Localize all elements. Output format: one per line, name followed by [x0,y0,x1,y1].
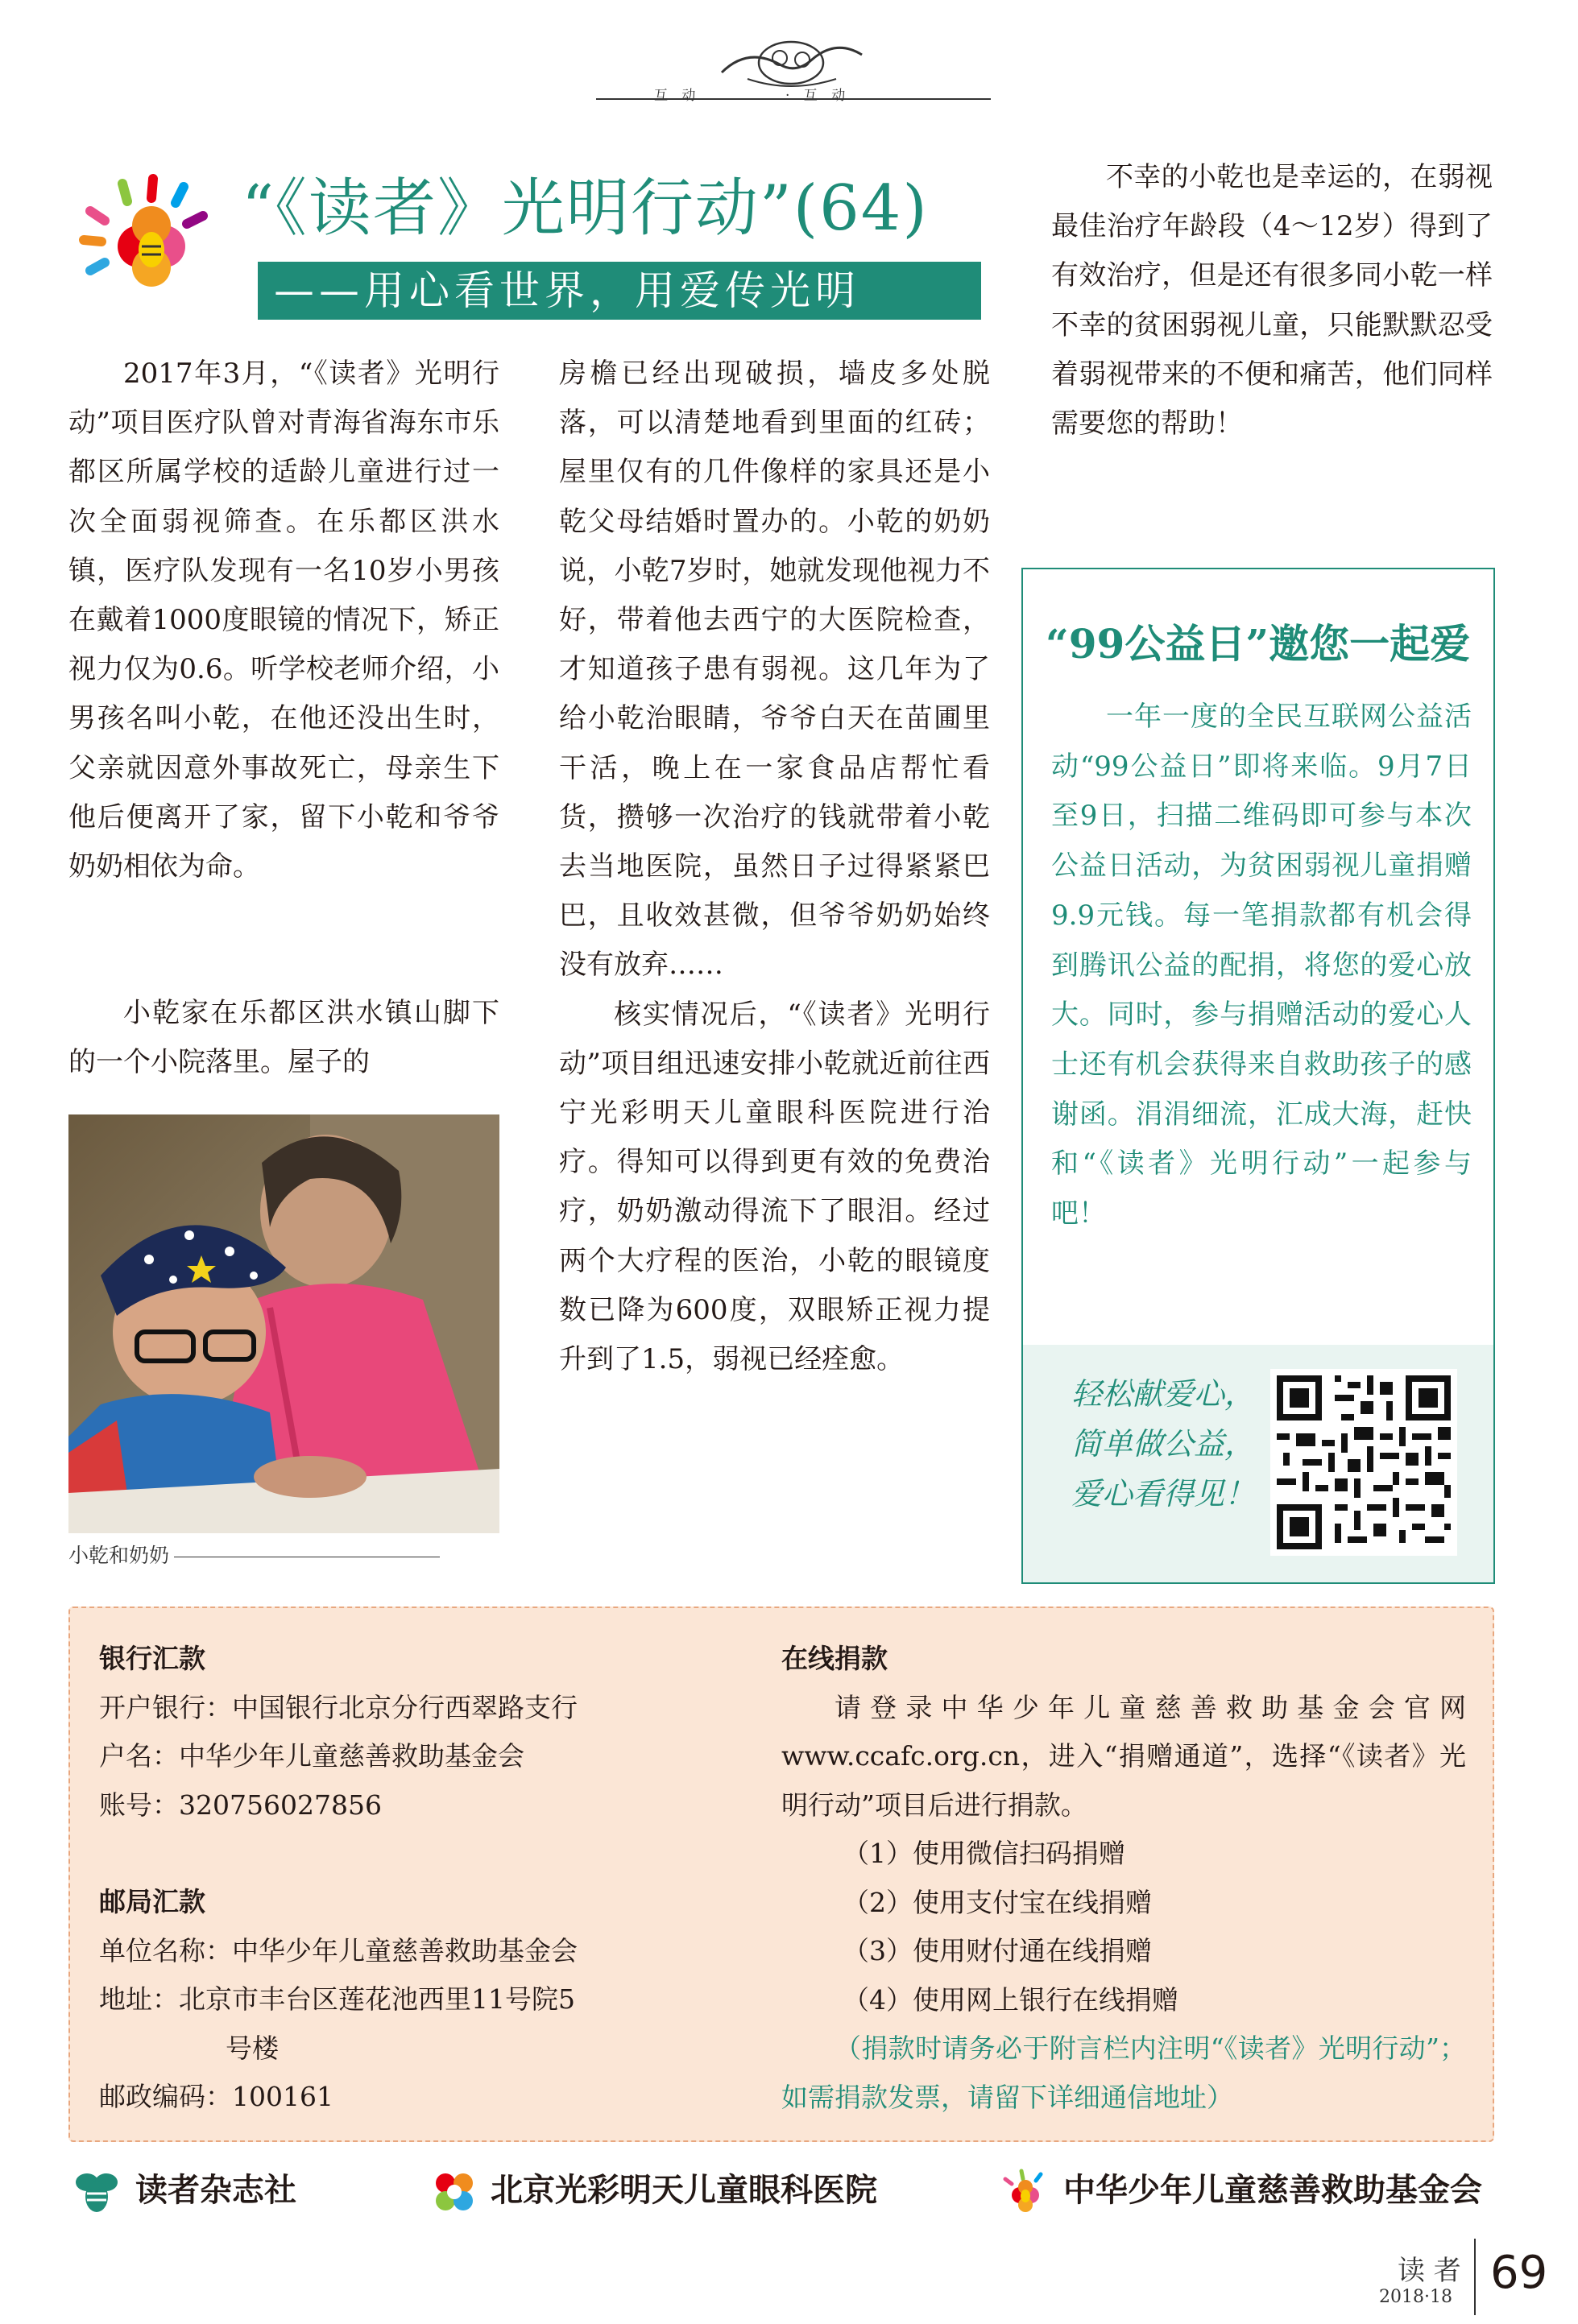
online-method-item: （3）使用财付通在线捐赠 [843,1935,1152,1966]
online-method-item: （1）使用微信扫码捐赠 [843,1838,1125,1869]
article-column-2 [559,349,990,1384]
org-eye-hospital [431,2165,877,2215]
org-name: 北京光彩明天儿童眼科医院 [491,2172,877,2209]
online-donation-heading: 在线捐款 [781,1643,888,1674]
header-section-right: · 互 动 [785,88,851,104]
account-number: 账号：320756027856 [99,1788,382,1821]
article-column-3 [1051,153,1493,449]
promo-slogan [1062,1369,1255,1519]
foundation-logo-icon [999,2168,1050,2216]
flower-logo-icon [74,169,211,306]
photo-caption [68,1540,499,1569]
promo-paragraph: 一年一度的全民互联网公益活动“99公益日”即将来临。9月7日至9日，扫描二维码即可参与本次公益日活动，为贫困弱视儿童捐赠9.9元钱。每一笔捐款都有机会得到腾讯公益的配捐，将您的爱心放大。同时，参与捐赠活动的爱心人士还有机会获得来自救助孩子的感谢函。涓涓细流，汇成大海，赶快和“《读者》光明行动”一起参与吧！ [1051,701,1472,1230]
org-children-charity-foundation [999,2165,1482,2216]
slogan-line: 爱心看得见！ [1071,1476,1255,1511]
org-name: 中华少年儿童慈善救助基金会 [1063,2172,1482,2209]
post-transfer-heading: 邮局汇款 [99,1886,205,1917]
article-column-1 [68,349,499,891]
slogan-line: 简单做公益， [1071,1426,1255,1462]
paragraph: 小乾家在乐都区洪水镇山脚下的一个小院落里。屋子的 [68,997,499,1079]
post-address: 地址：北京市丰台区莲花池西里11号院5 [99,1983,575,2015]
article-column-1-continued [68,989,499,1087]
footer-issue: 2018·18 [1379,2287,1452,2307]
post-unit: 单位名称：中华少年儿童慈善救助基金会 [99,1934,578,1966]
bee-logo-icon [71,2169,122,2214]
footer-separator [1474,2239,1476,2315]
spacer [99,1830,760,1878]
post-address-continued: 号楼 [226,2032,279,2064]
caption-text: 小乾和奶奶 [68,1544,170,1567]
org-reader-magazine [71,2165,296,2214]
footer-magazine-name: 读 者 [1398,2255,1461,2287]
promo-text [1051,693,1472,1239]
org-name: 读者杂志社 [135,2172,296,2209]
paragraph: 核实情况后，“《读者》光明行动”项目组迅速安排小乾就近前往西宁光彩明天儿童眼科医院进行治疗。得知可以得到更有效的免费治疗，奶奶激动得流下了眼泪。经过两个大疗程的医治，小乾的眼镜度数已降为600度，双眼矫正视力提升到了1.5，弱视已经痊愈。 [559,998,990,1376]
donation-right-column [781,1635,1466,2122]
online-donation-text: 请登录中华少年儿童慈善救助基金会官网www.ccafc.org.cn，进入“捐赠通道”，选择“《读者》光明行动”项目后进行捐款。 [781,1691,1466,1821]
paragraph: 房檐已经出现破损，墙皮多处脱落，可以清楚地看到里面的红砖；屋里仅有的几件像样的家具还是小乾父母结婚时置办的。小乾的奶奶说，小乾7岁时，她就发现他视力不好，带着他去西宁的大医院检查，才知道孩子患有弱视。这几年为了给小乾治眼睛，爷爷白天在苗圃里干活，晚上在一家食品店帮忙看货，攒够一次治疗的钱就带着小乾去当地医院，虽然日子过得紧紧巴巴，且收效甚微，但爷爷奶奶始终没有放弃…… [559,358,990,982]
paragraph: 不幸的小乾也是幸运的，在弱视最佳治疗年龄段（4～12岁）得到了有效治疗，但是还有很多同小乾一样不幸的贫困弱视儿童，只能默默忍受着弱视带来的不便和痛苦，他们同样需要您的帮助！ [1051,161,1493,440]
online-method-item: （2）使用支付宝在线捐赠 [843,1886,1152,1918]
paragraph: 2017年3月，“《读者》光明行动”项目医疗队曾对青海省海东市乐都区所属学校的适龄儿童进行过一次全面弱视筛查。在乐都区洪水镇，医疗队发现有一名10岁小男孩在戴着1000度眼镜的情况下，矫正视力仅为0.6。听学校老师介绍，小男孩名叫小乾，在他还没出生时，父亲就因意外事故死亡，母亲生下他后便离开了家，留下小乾和爷爷奶奶相依为命。 [68,358,499,883]
header-section-left: 互 动 [654,88,701,104]
promo-title: “99公益日”邀您一起爱 [1046,620,1471,668]
slogan-line: 轻松献爱心， [1071,1376,1255,1412]
donation-left-column [99,1635,760,2122]
bank-transfer-heading: 银行汇款 [99,1643,205,1674]
post-code: 邮政编码：100161 [99,2081,333,2112]
photo-grandma-and-boy [68,1114,499,1533]
qr-code-icon[interactable] [1270,1369,1457,1556]
online-donation-note: （捐款时请务必于附言栏内注明“《读者》光明行动”；如需捐款发票，请留下详细通信地址） [781,2032,1466,2113]
account-name: 户名：中华少年儿童慈善救助基金会 [99,1740,524,1772]
article-subtitle: ——用心看世界，用爱传光明 [258,262,981,320]
article-title: “《读者》光明行动”(64) [242,172,929,245]
bank-name: 开户银行：中国银行北京分行西翠路支行 [99,1691,578,1723]
hospital-logo-icon [431,2169,478,2215]
page-number: 69 [1490,2247,1548,2299]
online-method-item: （4）使用网上银行在线捐赠 [843,1983,1178,2016]
